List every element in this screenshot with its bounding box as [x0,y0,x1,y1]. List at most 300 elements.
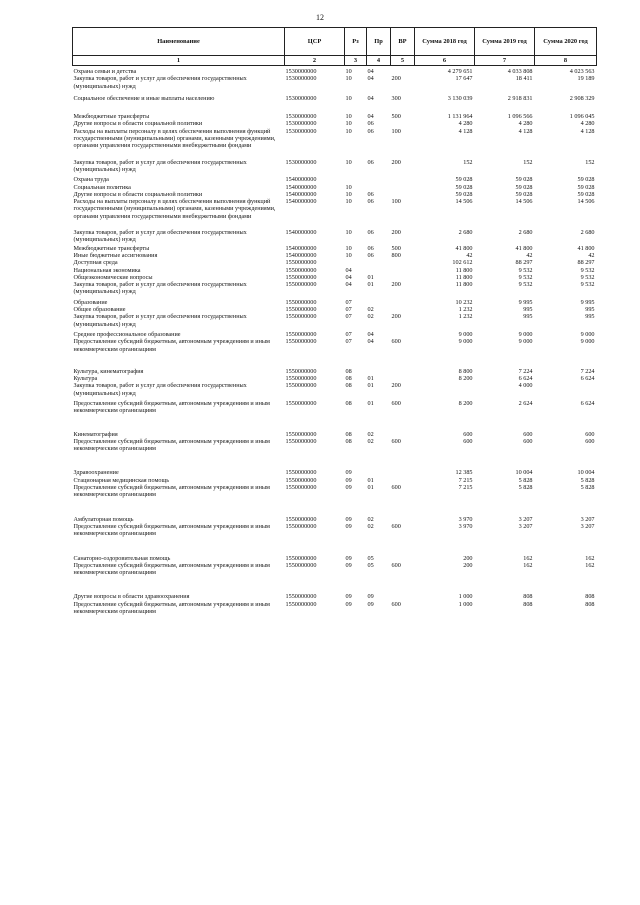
row-name: Предоставление субсидий бюджетным, автономным учреждениям и иным некоммерческим организациям [73,437,270,453]
row-sum-2018: 8 200 [458,375,473,383]
row-sum-2019: 2 918 831 [507,94,533,102]
row-sum-2020: 5 828 [580,476,595,484]
row-sum-2018: 1 232 [458,306,473,314]
row-name: Иные бюджетные ассигнования [73,251,158,259]
row-rz: 10 [345,190,352,198]
row-spacer-cell [73,150,597,159]
row-pr: 06 [367,120,374,128]
row-vr [391,368,415,375]
row-vr: 100 [391,198,401,206]
row-vr: 200 [391,75,401,83]
row-spacer [73,353,597,368]
row-pr: 04 [367,68,374,75]
row-sum-2018 [415,382,475,397]
row-sum-2018: 200 [463,554,473,562]
row-sum-2020: 3 207 [580,522,595,530]
row-pr: 02 [367,430,374,438]
row-rz: 10 [345,229,352,237]
row-sum-2018: 9 000 [458,338,473,346]
table-row [73,229,597,244]
row-name: Предоставление субсидий бюджетным, автономным учреждениям и иным некоммерческим организациям [73,561,270,577]
row-sum-2019: 9 532 [518,266,533,274]
row-sum-2019: 88 297 [515,259,533,267]
row-rz: 09 [345,522,352,530]
page-number: 12 [316,13,324,22]
row-vr: 200 [391,382,401,390]
table-row [73,523,597,538]
row-sum-2019: 6 624 [518,375,533,383]
row-vr [391,120,415,127]
row-rz: 10 [345,94,352,102]
column-number: 7 [475,56,535,66]
row-csr: 1540000000 [285,190,317,198]
row-sum-2018: 3 130 039 [447,94,473,102]
column-header-name: Наименование [73,28,285,56]
row-name: Межбюджетные трансферты [73,113,150,121]
row-csr: 1530000000 [285,127,317,135]
row-sum-2020: 59 028 [577,183,595,191]
row-name: Охрана труда [73,176,109,184]
table-row [73,400,597,415]
row-sum-2019: 9 532 [518,273,533,281]
row-vr [391,516,415,523]
row-sum-2020: 14 506 [577,198,595,206]
column-number: 5 [391,56,415,66]
row-csr: 1550000000 [285,554,317,562]
table-row [73,516,597,523]
row-csr: 1550000000 [285,375,317,383]
row-csr: 1550000000 [285,313,317,321]
row-sum-2019: 995 [523,313,533,321]
row-sum-2018: 42 [466,251,473,259]
row-spacer-cell [73,576,597,593]
row-vr [391,593,415,600]
row-sum-2020: 2 908 329 [569,94,595,102]
row-rz: 10 [345,158,352,166]
row-csr: 1550000000 [285,266,317,274]
row-csr: 1550000000 [285,382,317,390]
row-sum-2019: 4 280 [518,120,533,128]
row-sum-2019: 14 506 [515,198,533,206]
row-vr: 600 [391,561,401,569]
table-row [73,484,597,499]
row-rz: 04 [345,281,352,289]
row-spacer-cell [73,499,597,516]
row-sum-2018: 14 506 [455,198,473,206]
row-sum-2018: 17 647 [455,75,473,83]
row-name: Закупка товаров, работ и услуг для обеспечения государственных (муниципальных) нужд [73,158,247,173]
row-name: Общеэкономические вопросы [73,273,153,281]
row-rz: 07 [345,330,352,338]
row-sum-2019: 1 096 566 [507,113,533,121]
row-rz: 08 [345,430,352,438]
row-name: Культура, кинематография [73,367,144,375]
table-row [73,274,597,281]
row-name: Охрана семьи и детства [73,68,137,75]
row-sum-2020: 995 [585,313,595,321]
row-sum-2020: 1 096 045 [569,113,595,121]
row-pr [367,368,391,375]
row-sum-2019: 5 828 [518,484,533,492]
row-name: Закупка товаров, работ и услуг для обеспечения государственных (муниципальных) нужд [73,382,247,397]
table-row [73,338,597,353]
row-pr: 05 [367,561,374,569]
row-csr: 1530000000 [285,94,317,102]
row-vr [391,274,415,281]
table-row [73,593,597,600]
table-row [73,259,597,266]
row-pr: 02 [367,437,374,445]
row-rz: 09 [345,593,352,601]
row-sum-2019: 59 028 [515,183,533,191]
row-name: Предоставление субсидий бюджетным, автономным учреждениям и иным некоммерческим организациям [73,399,270,415]
row-sum-2019: 808 [523,600,533,608]
row-sum-2019: 162 [523,554,533,562]
row-sum-2019: 10 004 [515,469,533,477]
row-pr: 01 [367,375,374,383]
row-sum-2018: 8 200 [458,399,473,407]
row-csr: 1550000000 [285,561,317,569]
row-sum-2018: 4 128 [458,127,473,135]
row-name: Другие вопросы в области здравоохранения [73,593,190,601]
row-sum-2018: 102 612 [452,259,473,267]
row-sum-2019: 9 995 [518,298,533,306]
row-pr: 02 [367,522,374,530]
row-spacer-cell [73,353,597,368]
row-csr: 1550000000 [285,281,317,289]
row-name: Предоставление субсидий бюджетным, автономным учреждениям и иным некоммерческим организациям [73,600,270,616]
row-sum-2020 [535,382,597,397]
row-csr: 1530000000 [285,75,317,83]
table-row [73,120,597,127]
row-name: Предоставление субсидий бюджетным, автономным учреждениям и иным некоммерческим организациям [73,484,270,499]
row-rz: 09 [345,476,352,484]
row-vr: 300 [391,94,401,102]
row-sum-2018: 4 279 651 [447,68,473,75]
row-sum-2020: 9 532 [580,281,595,289]
row-name: Среднее профессиональное образование [73,330,181,338]
row-spacer-cell [73,415,597,431]
row-csr: 1540000000 [285,244,317,252]
row-name: Закупка товаров, работ и услуг для обеспечения государственных (муниципальных) нужд [73,313,247,328]
row-csr: 1550000000 [285,437,317,445]
row-rz: 07 [345,338,352,346]
row-sum-2020: 9 000 [580,330,595,338]
row-vr: 600 [391,484,401,492]
row-csr: 1550000000 [285,484,317,492]
row-sum-2020: 3 207 [580,515,595,523]
row-sum-2018: 59 028 [455,190,473,198]
row-pr: 01 [367,476,374,484]
column-number: 3 [345,56,367,66]
row-csr: 1550000000 [285,367,317,375]
row-name: Санаторно-оздоровительная помощь [73,554,171,562]
row-sum-2018: 1 131 964 [447,113,473,121]
row-sum-2019: 41 800 [515,244,533,252]
row-sum-2018: 11 800 [455,266,473,274]
table-row [73,159,597,174]
row-sum-2019: 162 [523,561,533,569]
row-sum-2019: 2 680 [518,229,533,237]
row-csr: 1530000000 [285,113,317,121]
row-vr [391,259,415,266]
row-csr: 1550000000 [285,306,317,314]
row-sum-2019: 600 [523,430,533,438]
table-row [73,431,597,438]
row-vr [391,184,415,191]
table-row [73,382,597,397]
row-sum-2020: 9 995 [580,298,595,306]
row-sum-2018: 10 232 [455,298,473,306]
row-sum-2018: 59 028 [455,183,473,191]
row-vr: 600 [391,399,401,407]
table-row [73,75,597,90]
column-number: 2 [285,56,345,66]
row-rz: 07 [345,313,352,321]
row-csr: 1530000000 [285,120,317,128]
row-vr [391,267,415,274]
row-sum-2019: 4 033 808 [507,68,533,75]
row-pr: 04 [367,94,374,102]
column-header-csr: ЦСР [285,28,345,56]
row-pr: 04 [367,338,374,346]
row-rz: 07 [345,298,352,306]
row-sum-2018: 8 800 [458,367,473,375]
row-vr [391,191,415,198]
row-csr: 1550000000 [285,298,317,306]
row-sum-2019: 59 028 [515,176,533,184]
row-rz: 10 [345,127,352,135]
row-csr: 1540000000 [285,176,317,184]
row-vr [391,431,415,438]
row-vr [391,299,415,306]
row-rz: 08 [345,367,352,375]
row-sum-2020: 59 028 [577,176,595,184]
row-csr: 1550000000 [285,515,317,523]
row-sum-2019: 5 828 [518,476,533,484]
row-rz: 09 [345,484,352,492]
row-spacer [73,102,597,113]
row-pr: 01 [367,273,374,281]
table-row [73,191,597,198]
row-rz: 10 [345,183,352,191]
table-row [73,555,597,562]
row-sum-2020: 162 [585,561,595,569]
row-sum-2019: 42 [526,251,533,259]
column-header-sum-2019: Сумма 2019 год [475,28,535,56]
row-sum-2019: 2 624 [518,399,533,407]
row-sum-2019: 152 [523,158,533,166]
column-header-vr: ВР [391,28,415,56]
row-pr: 05 [367,554,374,562]
row-vr [391,176,415,183]
row-pr [367,267,391,274]
row-sum-2020: 10 004 [577,469,595,477]
row-sum-2020: 42 [588,251,595,259]
row-sum-2019: 9 000 [518,338,533,346]
row-rz: 04 [345,273,352,281]
row-spacer-cell [73,452,597,469]
table-row [73,198,597,220]
row-csr: 1550000000 [285,600,317,608]
row-csr: 1550000000 [285,259,317,267]
row-sum-2020: 2 680 [580,229,595,237]
row-spacer [73,538,597,555]
row-sum-2020: 59 028 [577,190,595,198]
row-csr: 1550000000 [285,476,317,484]
row-spacer [73,150,597,159]
row-pr: 01 [367,281,374,289]
row-rz: 10 [345,251,352,259]
row-rz: 08 [345,399,352,407]
row-sum-2019: 600 [523,437,533,445]
row-pr: 02 [367,313,374,321]
table-row [73,299,597,306]
row-sum-2020: 600 [585,430,595,438]
column-header-sum-2020: Сумма 2020 год [535,28,597,56]
row-sum-2020: 152 [585,158,595,166]
budget-table [72,27,597,615]
row-rz: 08 [345,437,352,445]
row-vr [391,469,415,476]
table-row [73,601,597,616]
table-row [73,184,597,191]
row-sum-2020: 808 [585,593,595,601]
row-vr: 600 [391,437,401,445]
row-pr [367,469,391,476]
row-rz: 09 [345,561,352,569]
row-pr: 06 [367,127,374,135]
row-sum-2018: 41 800 [455,244,473,252]
table-body [73,66,597,616]
table-row [73,113,597,120]
row-rz: 10 [345,198,352,206]
row-pr: 02 [367,306,374,314]
row-pr: 01 [367,484,374,492]
row-vr: 200 [391,229,401,237]
row-csr: 1530000000 [285,158,317,166]
table-row [73,66,597,76]
row-pr: 04 [367,113,374,121]
row-sum-2020: 19 189 [577,75,595,83]
column-number: 1 [73,56,285,66]
table-row [73,252,597,259]
table-row [73,469,597,476]
row-vr: 800 [391,251,401,259]
row-vr [391,375,415,382]
table-row [73,375,597,382]
row-vr [391,555,415,562]
row-sum-2019: 59 028 [515,190,533,198]
column-number: 8 [535,56,597,66]
row-name: Другие вопросы в области социальной политики [73,120,203,128]
row-csr: 1550000000 [285,430,317,438]
row-rz [345,259,367,266]
row-pr: 09 [367,593,374,601]
column-number: 6 [415,56,475,66]
row-pr: 01 [367,382,374,390]
row-sum-2019: 18 411 [515,75,533,83]
row-sum-2019: 4 000 [518,382,533,390]
row-name: Закупка товаров, работ и услуг для обеспечения государственных (муниципальных) нужд [73,281,247,296]
row-name: Социальное обеспечение и иные выплаты населению [73,94,215,102]
row-vr: 200 [391,313,401,321]
table-header [73,28,597,66]
table-row [73,306,597,313]
row-rz: 10 [345,113,352,121]
row-sum-2020: 9 000 [580,338,595,346]
row-vr: 500 [391,244,401,252]
column-number: 4 [367,56,391,66]
row-sum-2020: 9 532 [580,273,595,281]
row-vr: 200 [391,158,401,166]
row-csr: 1550000000 [285,273,317,281]
row-rz: 10 [345,244,352,252]
table-row [73,281,597,296]
row-sum-2020: 6 624 [580,399,595,407]
row-rz: 09 [345,515,352,523]
row-rz: 08 [345,375,352,383]
row-sum-2020: 6 624 [580,375,595,383]
row-name: Социальная политика [73,183,131,191]
row-rz: 09 [345,600,352,608]
row-rz: 04 [345,266,352,274]
row-name: Расходы на выплаты персоналу в целях обеспечения выполнения функций государственными (муниципальными) органами, казенными учреждениями, органами управления государственными внебюджетными фондами [73,127,276,150]
row-pr: 04 [367,330,374,338]
row-spacer [73,415,597,431]
row-spacer [73,220,597,229]
row-rz: 10 [345,120,352,128]
row-sum-2018: 200 [463,561,473,569]
row-csr: 1530000000 [285,68,317,75]
row-sum-2018: 3 970 [458,515,473,523]
row-sum-2019: 4 128 [518,127,533,135]
row-sum-2020: 995 [585,306,595,314]
row-sum-2020: 7 224 [580,367,595,375]
row-rz: 07 [345,306,352,314]
row-sum-2019: 9 000 [518,330,533,338]
row-csr: 1540000000 [285,251,317,259]
row-name: Доступная среда [73,259,118,267]
row-csr: 1550000000 [285,522,317,530]
row-spacer [73,576,597,593]
row-rz: 10 [345,75,352,83]
row-pr: 06 [367,251,374,259]
row-vr [391,66,415,76]
row-csr: 1550000000 [285,469,317,477]
row-pr: 04 [367,75,374,83]
row-spacer-cell [73,102,597,113]
column-header-rz: Рз [345,28,367,56]
row-sum-2020: 162 [585,554,595,562]
column-header-sum-2018: Сумма 2018 год [415,28,475,56]
table-row [73,267,597,274]
row-name: Общее образование [73,306,126,314]
row-sum-2018: 11 800 [455,273,473,281]
row-rz: 10 [345,68,352,75]
row-sum-2020: 4 280 [580,120,595,128]
row-spacer [73,452,597,469]
row-sum-2020: 4 128 [580,127,595,135]
row-pr: 01 [367,399,374,407]
row-sum-2020: 808 [585,600,595,608]
row-name: Закупка товаров, работ и услуг для обеспечения государственных (муниципальных) нужд [73,75,247,90]
row-pr [367,176,391,183]
row-name: Здравоохранение [73,469,119,477]
row-sum-2019: 808 [523,593,533,601]
row-sum-2018: 152 [463,158,473,166]
table-row [73,562,597,577]
